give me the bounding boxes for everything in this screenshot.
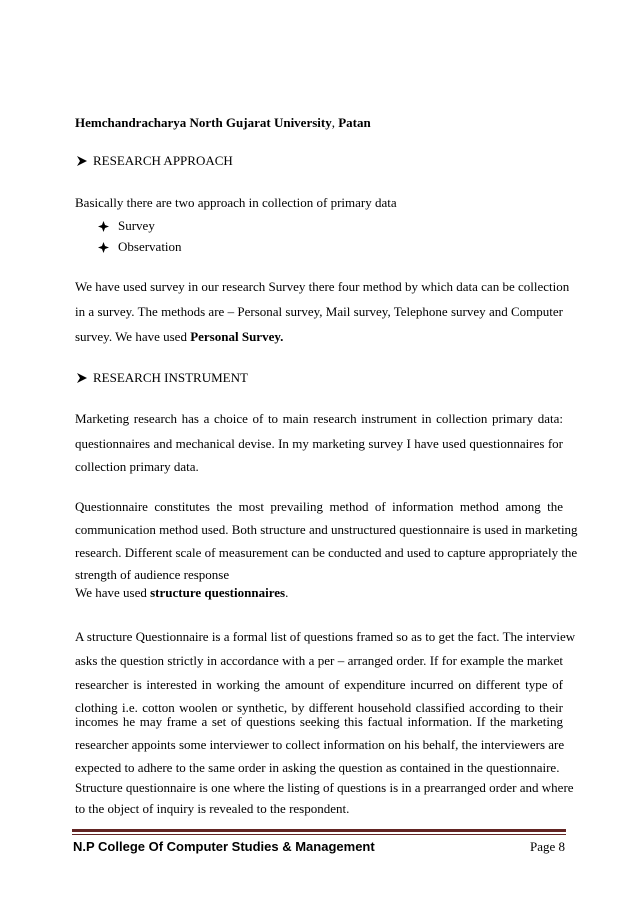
university-header xyxy=(75,115,563,131)
paragraph-line: collection primary data. xyxy=(75,459,199,474)
intro-text: Basically there are two approach in collection of primary data xyxy=(75,195,397,210)
paragraph-text: survey. We have used xyxy=(75,329,191,344)
paragraph-line: researcher is interested in working the amount of expenditure incurred on different type of xyxy=(75,677,563,692)
paragraph-line xyxy=(75,585,288,601)
paragraph-line: Structure questionnaire is one where the listing of questions is in a prearranged order and where xyxy=(75,780,574,795)
paragraph-line: expected to adhere to the same order in asking the question as contained in the questionnaire. xyxy=(75,760,560,775)
section-heading-research-instrument: RESEARCH INSTRUMENT xyxy=(93,370,248,385)
header-comma: , xyxy=(331,115,335,130)
paragraph-text: . xyxy=(285,585,289,600)
paragraph-line: strength of audience response xyxy=(75,567,230,582)
city-name: Patan xyxy=(338,115,371,130)
paragraph-line: Questionnaire constitutes the most prevailing method of information method among the xyxy=(75,499,563,514)
paragraph-line: communication method used. Both structure and unstructured questionnaire is used in marketing xyxy=(75,522,578,537)
paragraph-line: in a survey. The methods are – Personal survey, Mail survey, Telephone survey and Computer xyxy=(75,304,563,319)
arrow-bullet-icon xyxy=(76,372,88,384)
paragraph-line: incomes he may frame a set of questions seeking this factual information. If the marketing xyxy=(75,714,563,729)
paragraph-line: to the object of inquiry is revealed to the respondent. xyxy=(75,801,350,816)
footer-college-name: N.P College Of Computer Studies & Management xyxy=(73,839,375,854)
paragraph-line xyxy=(75,329,283,345)
diamond-bullet-icon xyxy=(98,221,109,232)
arrow-bullet-icon xyxy=(76,155,88,167)
list-item-observation: Observation xyxy=(118,239,182,254)
diamond-bullet-icon xyxy=(98,242,109,253)
personal-survey-emphasis: Personal Survey. xyxy=(190,329,284,344)
paragraph-line: asks the question strictly in accordance with a per – arranged order. If for example the market xyxy=(75,653,563,668)
footer-rule-thin xyxy=(72,834,566,835)
paragraph-line: questionnaires and mechanical devise. In my marketing survey I have used questionnaires for xyxy=(75,436,563,451)
paragraph-text: We have used xyxy=(75,585,151,600)
paragraph-line: We have used survey in our research Survey there four method by which data can be collection xyxy=(75,279,570,294)
structure-questionnaires-emphasis: structure questionnaires xyxy=(150,585,286,600)
section-heading-research-approach: RESEARCH APPROACH xyxy=(93,153,233,168)
paragraph-line: Marketing research has a choice of to main research instrument in collection primary data: xyxy=(75,411,563,426)
paragraph-line: A structure Questionnaire is a formal list of questions framed so as to get the fact. The interview xyxy=(75,629,576,644)
university-name: Hemchandracharya North Gujarat University xyxy=(75,115,332,130)
paragraph-line: research. Different scale of measurement can be conducted and used to capture appropriately the xyxy=(75,545,578,560)
footer-rule-thick xyxy=(72,829,566,832)
paragraph-line: researcher appoints some interviewer to collect information on his behalf, the interviewers are xyxy=(75,737,565,752)
paragraph-line: clothing i.e. cotton woolen or synthetic, by different household classified according to their xyxy=(75,700,563,715)
footer-page-number: Page 8 xyxy=(529,839,565,854)
list-item-survey: Survey xyxy=(118,218,155,233)
